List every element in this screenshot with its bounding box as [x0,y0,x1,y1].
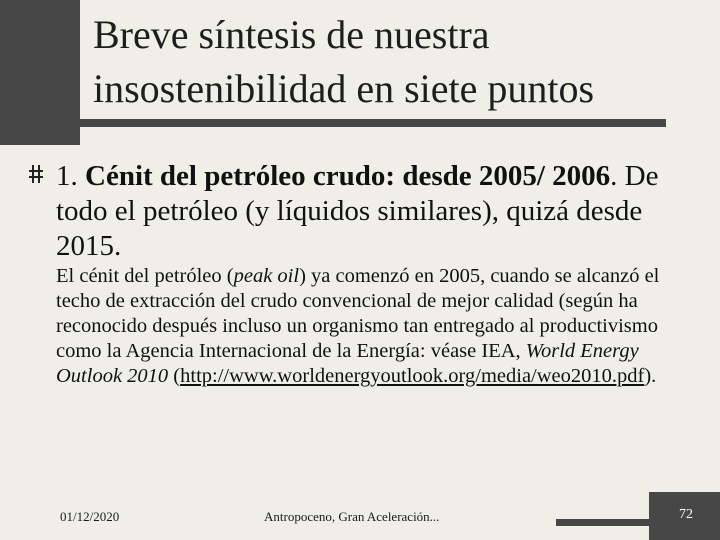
footer-divider [556,519,649,526]
title-line-2: insostenibilidad en siete puntos [93,66,595,111]
footer-date: 01/12/2020 [60,509,120,524]
detail-text-a: El cénit del petróleo ( [56,265,234,287]
lead-rest: . De todo el petróleo (y líquidos similares), quizá desde 2015. [56,160,659,262]
hash-bullet-icon [28,164,44,184]
footer-title: Antropoceno, Gran Aceleración... [264,509,440,524]
lead-bold: Cénit del petróleo crudo: desde 2005/ 2006 [85,160,611,192]
title-line-1: Breve síntesis de nuestra [93,12,490,57]
detail-text-b: ) ya comenzó en 2005, cuando se alcanzó el techo de extracción del crudo convencional de mejor calidad (según ha reconocido después incluso un organismo tan entregado al productivismo como la Agencia Internacional de la Energía: véase IEA, [56,265,660,362]
detail-paragraph [56,264,668,389]
weo-title: World Energy Outlook 2010 [56,340,639,387]
weo-link[interactable]: http://www.worldenergyoutlook.org/media/weo2010.pdf [180,365,645,387]
peak-oil-term: peak oil [233,265,300,287]
slide-title [93,8,703,116]
lead-number: 1. [56,160,78,192]
lead-paragraph [56,159,668,264]
detail-text-c: ( [168,365,181,387]
detail-text-d: ). [644,365,657,387]
page-number: 72 [679,507,693,522]
title-divider [0,119,666,127]
slide-body [56,159,668,389]
